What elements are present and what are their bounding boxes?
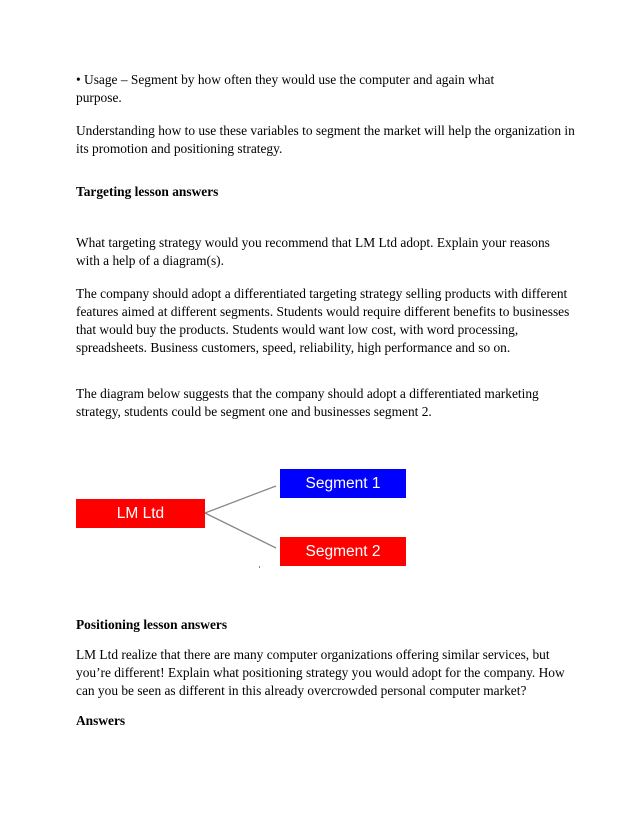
positioning-heading: Positioning lesson answers	[76, 617, 228, 632]
segment1-box: Segment 1	[280, 469, 406, 498]
answers-heading: Answers	[76, 713, 126, 728]
targeting-question: What targeting strategy would you recommend that LM Ltd adopt. Explain your reasons with a help of a diagram(s).	[76, 235, 550, 268]
segment2-box: Segment 2	[280, 537, 406, 566]
usage-bullet: • Usage – Segment by how often they would use the computer and again what purpose.	[76, 72, 495, 105]
document-page-lower	[76, 616, 576, 730]
segmentation-diagram	[76, 466, 416, 576]
targeting-heading: Targeting lesson answers	[76, 184, 219, 199]
connector-line-segment2	[205, 513, 276, 548]
positioning-question: LM Ltd realize that there are many computer organizations offering similar services, but you’re different! Explain what positioning strategy you would adopt for the company. How can you be seen as different in this already overcrowded personal computer market?	[76, 647, 565, 698]
targeting-answer: The company should adopt a differentiated targeting strategy selling products with different features aimed at different segments. Students would require different benefits to businesses that would buy the products. Students would want low cost, with word processing, spreadsheets. Business customers, speed, reliability, high performance and so on.	[76, 286, 570, 355]
connector-line-segment1	[205, 486, 276, 513]
lm-ltd-box: LM Ltd	[76, 499, 205, 528]
diagram-tick-mark	[259, 566, 260, 568]
document-page	[76, 71, 576, 421]
diagram-intro: The diagram below suggests that the company should adopt a differentiated marketing strategy, students could be segment one and businesses segment 2.	[76, 386, 539, 419]
understanding-paragraph: Understanding how to use these variables to segment the market will help the organization in its promotion and positioning strategy.	[76, 123, 575, 156]
